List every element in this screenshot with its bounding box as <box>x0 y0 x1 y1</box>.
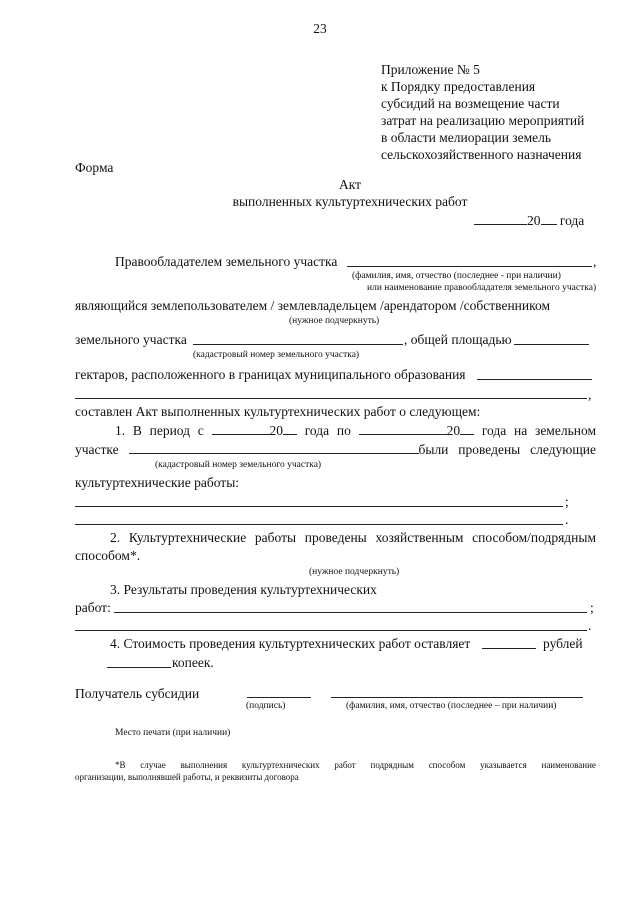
item4-text: 4. Стоимость проведения культуртехнических работ оставляет <box>110 636 471 651</box>
works-period: . <box>565 512 569 527</box>
cost-kopecks-field[interactable] <box>107 667 171 668</box>
owner-label: Правообладателем земельного участка <box>115 254 338 269</box>
footnote-line1: *В случае выполнения культуртехнических работ подрядным способом указывается наименование <box>115 760 596 770</box>
recipient-name-field[interactable] <box>331 697 583 698</box>
item3-text: 3. Результаты проведения культуртехнических <box>110 582 377 597</box>
owner-field[interactable] <box>347 266 592 267</box>
period-start-year-field[interactable] <box>283 424 297 435</box>
appendix-line: к Порядку предоставления <box>381 79 536 94</box>
recipient-name-hint: (фамилия, имя, отчество (последнее – при наличии) <box>346 701 557 711</box>
date-year-prefix: 20 <box>527 213 541 228</box>
role-hint: (нужное подчеркнуть) <box>289 316 380 326</box>
stamp-note: Место печати (при наличии) <box>115 728 231 738</box>
date-year-suffix: года <box>556 213 585 228</box>
form-label: Форма <box>75 160 114 175</box>
item1-line2: участке были проведены следующие <box>75 442 596 457</box>
municipality-field[interactable] <box>477 379 592 380</box>
results-field-line-2[interactable] <box>75 630 587 631</box>
area-label: , общей площадью <box>404 332 512 347</box>
cadastral-number-field[interactable] <box>193 344 403 345</box>
owner-comma: , <box>593 254 597 269</box>
item3-label: работ: <box>75 600 111 615</box>
document-date <box>474 214 584 228</box>
footnote-line2: организации, выполнявшей работы, и реквизиты договора <box>75 772 299 782</box>
date-year-field[interactable] <box>541 214 557 225</box>
appendix-line: сельскохозяйственного назначения <box>381 147 582 162</box>
results-semicolon: ; <box>590 600 594 615</box>
results-field-line-1[interactable] <box>114 612 587 613</box>
item1-cadastral-field[interactable] <box>129 443 419 454</box>
compiled-text: составлен Акт выполненных культуртехнических работ о следующем: <box>75 404 481 419</box>
owner-hint-1: (фамилия, имя, отчество (последнее - при наличии) <box>352 271 561 281</box>
item2-hint: (нужное подчеркнуть) <box>309 567 400 577</box>
period-end-field[interactable] <box>359 424 447 435</box>
item2-line2: способом*. <box>75 548 141 563</box>
plot-label: земельного участка <box>75 332 187 347</box>
page-number: 23 <box>313 21 327 36</box>
works-label: культуртехнические работы: <box>75 475 240 490</box>
municipality-field-line-2[interactable] <box>75 398 587 399</box>
document-title: Акт <box>338 177 362 192</box>
owner-hint-2: или наименование правообладателя земельного участка) <box>367 283 597 293</box>
works-semicolon: ; <box>565 494 569 509</box>
appendix-line: затрат на реализацию мероприятий <box>381 113 585 128</box>
kopecks-label: копеек. <box>172 655 214 670</box>
item1-hint: (кадастровый номер земельного участка) <box>155 460 322 470</box>
period-start-field[interactable] <box>212 424 270 435</box>
signature-field[interactable] <box>247 697 311 698</box>
role-text: являющийся землепользователем / землевладельцем /арендатором /собственником <box>75 298 551 313</box>
area-field[interactable] <box>514 344 589 345</box>
document-subtitle: выполненных культуртехнических работ <box>232 194 468 209</box>
signature-hint: (подпись) <box>246 701 286 711</box>
municipality-comma: , <box>588 387 592 402</box>
item1-line1: 1. В период с 20 года по 20 года на земельном <box>115 423 596 438</box>
rubles-label: рублей <box>543 636 583 651</box>
works-field-line-1[interactable] <box>75 506 563 507</box>
appendix-line: субсидий на возмещение части <box>381 96 560 111</box>
appendix-line: Приложение № 5 <box>381 62 480 77</box>
period-end-year-field[interactable] <box>460 424 474 435</box>
results-period: . <box>588 618 592 633</box>
date-day-month-field[interactable] <box>474 214 527 225</box>
works-field-line-2[interactable] <box>75 524 563 525</box>
plot-hint: (кадастровый номер земельного участка) <box>193 350 360 360</box>
location-text: гектаров, расположенного в границах муниципального образования <box>75 367 466 382</box>
item2-line1: 2. Культуртехнические работы проведены хозяйственным способом/подрядным <box>110 530 596 545</box>
recipient-label: Получатель субсидии <box>75 686 200 701</box>
appendix-line: в области мелиорации земель <box>381 130 552 145</box>
cost-rubles-field[interactable] <box>482 648 536 649</box>
